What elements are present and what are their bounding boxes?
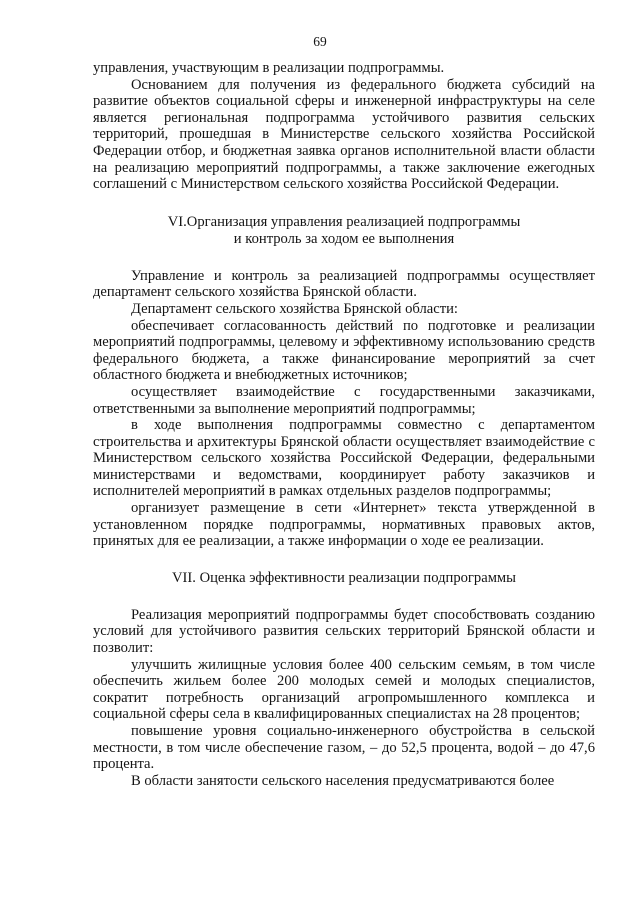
paragraph-funding-basis: Основанием для получения из федерального бюджета субсидий на развитие объектов социальной сферы и инженерной инфраструктуры на селе является региональная подпрограмма устойчивого развития сельских территорий, прошедшая в Министерстве сельского хозяйства Российской Федерации отбор, и бюджетная заявка органов исполнительной власти области на реализацию мероприятий подпрограммы, а также заключение ежегодных соглашений с Министерством сельского хозяйства Российской Федерации. <box>93 76 595 193</box>
section-7-paragraph: В области занятости сельского населения предусматриваются более <box>131 772 555 789</box>
section-7-paragraph: улучшить жилищные условия более 400 сельским семьям, в том числе обеспечить жильем более 200 молодых семей и молодых специалистов, сократит потребность организаций агропромышленного комплекса и социальной сферы села в квалифицированных специалистах на 28 процентов; <box>93 656 595 723</box>
section-6-paragraph: обеспечивает согласованность действий по подготовке и реализации мероприятий подпрограммы, целевому и эффективному использованию средств федерального бюджета, а также финансирование мероприятий за счет областного бюджета и внебюджетных источников; <box>93 317 595 384</box>
document-body <box>93 60 595 789</box>
section-6-paragraph: Управление и контроль за реализацией подпрограммы осуществляет департамент сельского хозяйства Брянской области. <box>93 267 595 301</box>
paragraph-continuation: управления, участвующим в реализации подпрограммы. <box>93 60 445 76</box>
section-7-paragraph: Реализация мероприятий подпрограммы будет способствовать созданию условий для устойчивого развития сельских территорий Брянской области и позволит: <box>93 606 595 657</box>
section-7-heading: VII. Оценка эффективности реализации подпрограммы <box>172 569 516 586</box>
section-6-paragraph: Департамент сельского хозяйства Брянской области: <box>131 300 458 317</box>
section-6-heading-line-2: и контроль за ходом ее выполнения <box>233 230 455 247</box>
section-7-paragraph: повышение уровня социально-инженерного обустройства в сельской местности, в том числе обеспечение газом, – до 52,5 процента, водой – до 47,6 процента. <box>93 723 595 773</box>
section-6-paragraph: организует размещение в сети «Интернет» текста утвержденной в установленном порядке подпрограммы, нормативных правовых актов, принятых для ее реализации, а также информации о ходе ее реализации. <box>93 500 595 550</box>
page-number: 69 <box>313 34 327 49</box>
section-6-paragraph: в ходе выполнения подпрограммы совместно с департаментом строительства и архитектуры Брянской области осуществляет взаимодействие с Министерством сельского хозяйства Российской Федерации, федеральными министерствами и ведомствами, координирует работу заказчиков и исполнителей мероприятий в рамках отдельных разделов подпрограммы; <box>93 417 595 500</box>
section-6-heading-line-1: VI.Организация управления реализацией подпрограммы <box>167 213 521 230</box>
section-6-paragraph: осуществляет взаимодействие с государственными заказчиками, ответственными за выполнение мероприятий подпрограммы; <box>93 383 595 417</box>
